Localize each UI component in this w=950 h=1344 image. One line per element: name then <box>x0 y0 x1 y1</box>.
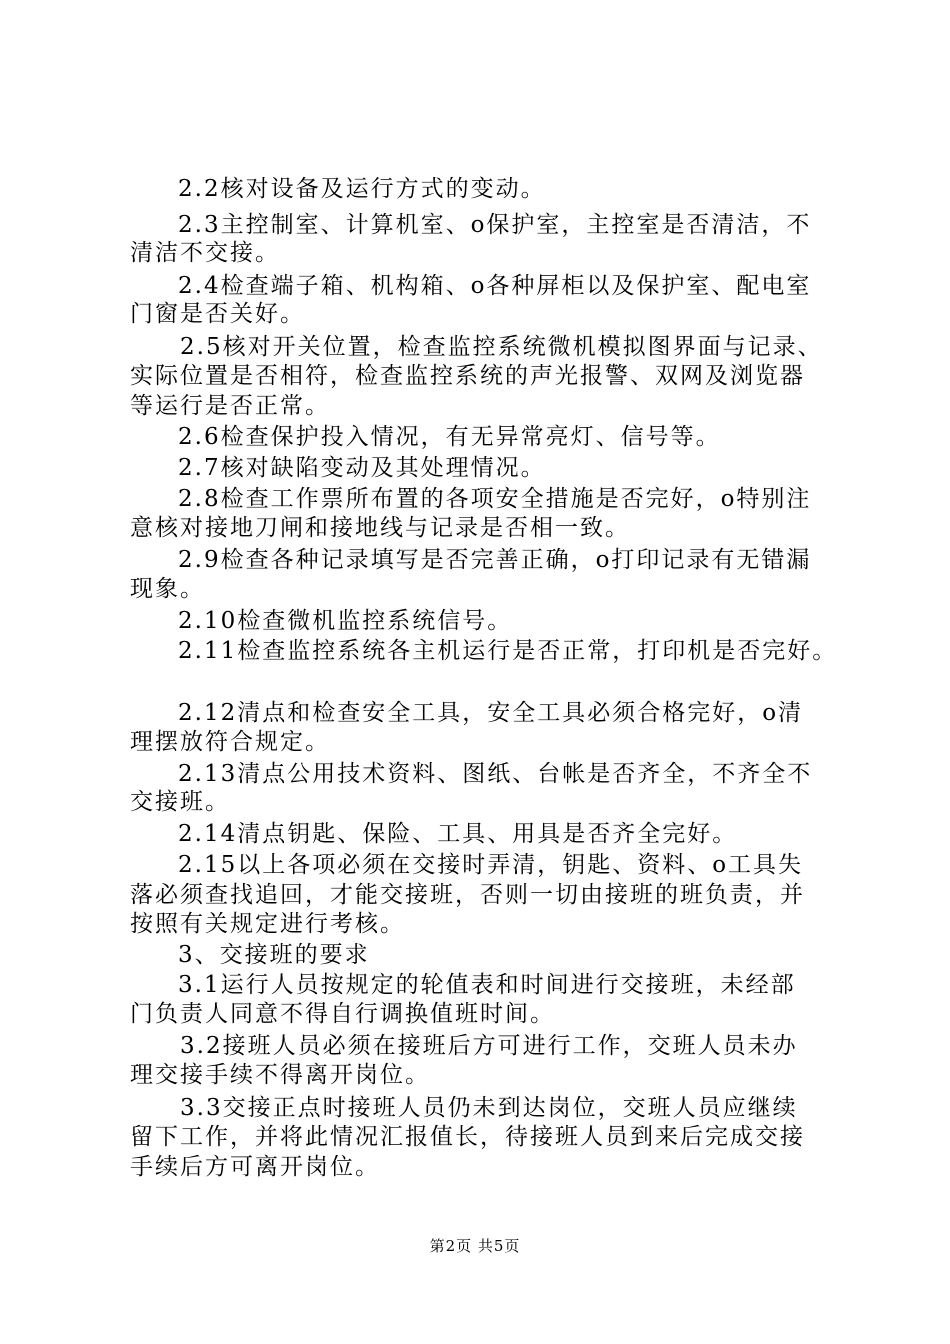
section-heading: 3、交接班的要求 <box>178 942 370 968</box>
text-line: 2.11检查监控系统各主机运行是否正常，打印机是否完好。 <box>178 638 838 664</box>
text-line: 等运行是否正常。 <box>130 393 330 419</box>
text-line: 2.7核对缺陷变动及其处理情况。 <box>178 455 546 481</box>
text-line: 2.4检查端子箱、机构箱、o各种屏柜以及保护室、配电室 <box>178 273 812 299</box>
text-line: 理摆放符合规定。 <box>130 729 330 755</box>
text-line: 清洁不交接。 <box>130 240 280 266</box>
text-line: 2.8检查工作票所布置的各项安全措施是否完好，o特别注 <box>178 486 812 512</box>
text-line: 手续后方可离开岗位。 <box>130 1154 380 1180</box>
text-line: 理交接手续不得离开岗位。 <box>130 1062 430 1088</box>
text-line: 2.13清点公用技术资料、图纸、台帐是否齐全，不齐全不 <box>178 761 813 787</box>
text-line: 3.1运行人员按规定的轮值表和时间进行交接班，未经部 <box>178 972 796 998</box>
page-footer: 第2页 共5页 <box>429 1237 521 1255</box>
text-line: 门负责人同意不得自行调换值班时间。 <box>130 1001 555 1027</box>
text-line: 按照有关规定进行考核。 <box>130 911 405 937</box>
text-line: 2.15以上各项必须在交接时弄清，钥匙、资料、o工具失 <box>178 852 804 878</box>
text-line: 留下工作，并将此情况汇报值长，待接班人员到来后完成交接 <box>130 1124 805 1150</box>
text-line: 2.14清点钥匙、保险、工具、用具是否齐全完好。 <box>178 821 738 847</box>
text-line: 2.12清点和检查安全工具，安全工具必须合格完好，o清 <box>178 700 804 726</box>
text-line: 落必须查找追回，才能交接班，否则一切由接班的班负责，并 <box>130 882 805 908</box>
text-line: 交接班。 <box>130 789 230 815</box>
text-line: 3.2接班人员必须在接班后方可进行工作，交班人员未办 <box>180 1033 798 1059</box>
text-line: 2.2核对设备及运行方式的变动。 <box>178 176 546 202</box>
text-line: 2.10检查微机监控系统信号。 <box>178 608 513 634</box>
text-line: 现象。 <box>130 576 205 602</box>
text-line: 3.3交接正点时接班人员仍未到达岗位，交班人员应继续 <box>180 1095 798 1121</box>
text-line: 2.9检查各种记录填写是否完善正确，o打印记录有无错漏 <box>178 547 812 573</box>
text-line: 意核对接地刀闸和接地线与记录是否相一致。 <box>130 515 630 541</box>
text-line: 实际位置是否相符，检查监控系统的声光报警、双网及浏览器 <box>130 363 805 389</box>
text-line: 2.3主控制室、计算机室、o保护室，主控室是否清洁，不 <box>178 212 812 238</box>
text-line: 2.5核对开关位置，检查监控系统微机模拟图界面与记录、 <box>180 334 823 360</box>
text-line: 2.6检查保护投入情况，有无异常亮灯、信号等。 <box>178 424 721 450</box>
text-line: 门窗是否关好。 <box>130 301 305 327</box>
